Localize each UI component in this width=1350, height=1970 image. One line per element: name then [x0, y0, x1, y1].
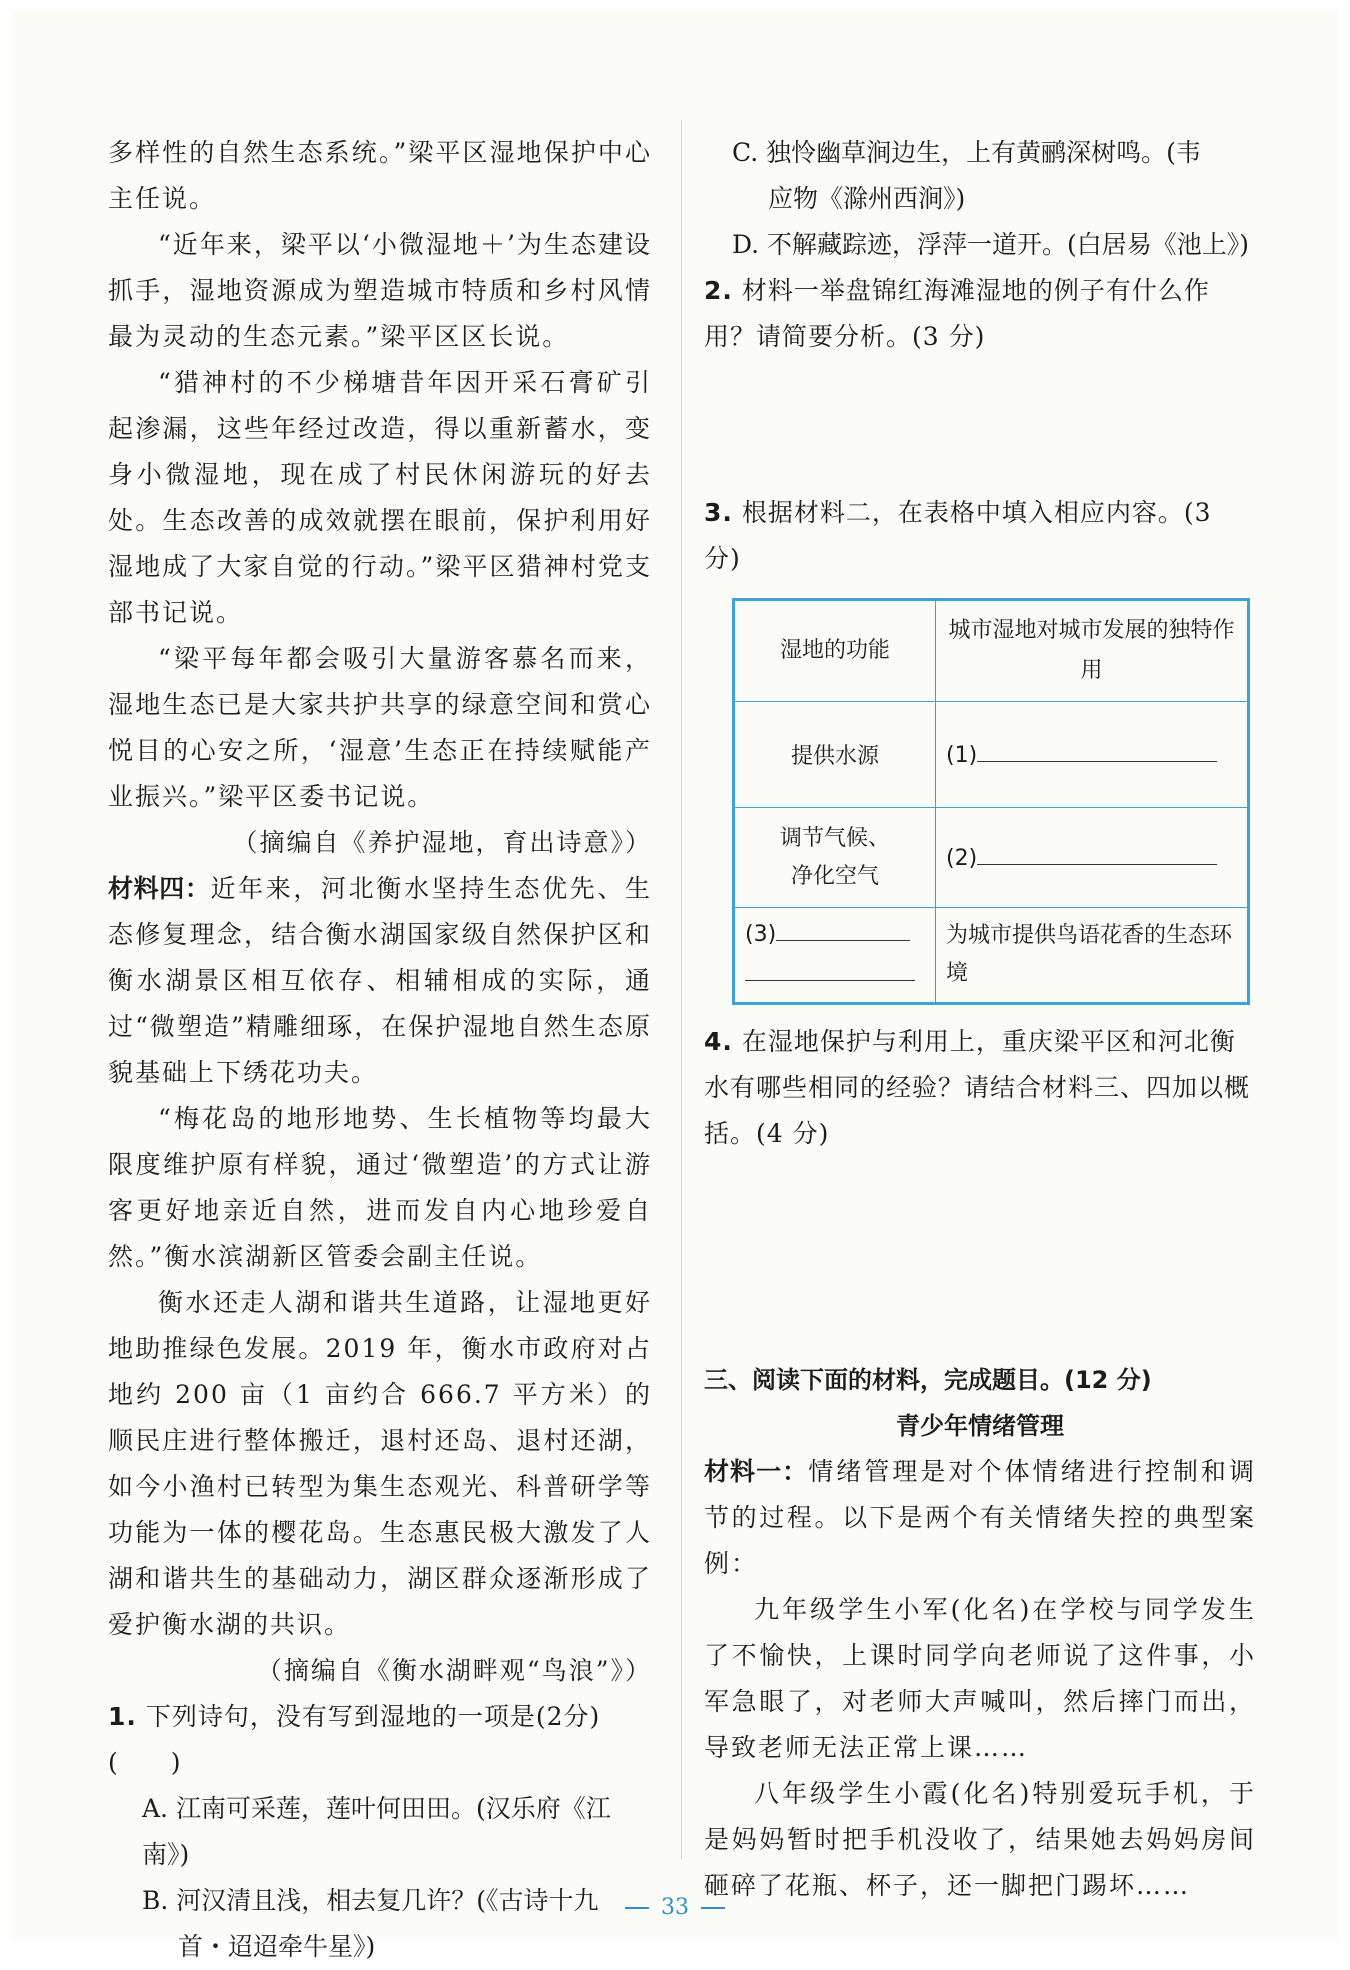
table-header-row [734, 600, 1249, 702]
table-row [734, 702, 1249, 808]
question-1 [108, 1694, 652, 1786]
answer-blank[interactable] [745, 960, 915, 981]
section-title: 三、阅读下面的材料，完成题目。(12 分) [704, 1366, 1152, 1394]
paragraph: “近年来，梁平以‘小微湿地＋’为生态建设抓手，湿地资源成为塑造城市特质和乡村风情最为灵动的生态元素。”梁平区区长说。 [108, 230, 652, 351]
header-role: 城市湿地对城市发展的独特作用 [936, 600, 1249, 702]
left-column [108, 130, 652, 1970]
question-number: 3. [704, 498, 733, 527]
option-text: C. 独怜幽草涧边生，上有黄鹂深树鸣。(韦 [732, 138, 1201, 167]
material-text: 近年来，河北衡水坚持生态优先、生态修复理念，结合衡水湖国家级自然保护区和衡水湖景区相互依存、相辅相成的实际，通过“微塑造”精雕细琢，在保护湿地自然生态原貌基础上下绣花功夫。 [108, 874, 652, 1087]
paragraph: 衡水还走人湖和谐共生道路，让湿地更好地助推绿色发展。2019 年，衡水市政府对占地约 200 亩（1 亩约合 666.7 平方米）的顺民庄进行整体搬迁，退村还岛、退村还湖，如今小渔村已转型为集生态观光、科普研学等功能为一体的樱花岛。生态惠民极大激发了人湖和谐共生的基础动力，湖区群众逐渐形成了爱护衡水湖的共识。 [108, 1288, 652, 1639]
material-label: 材料四： [108, 874, 211, 903]
question-4 [704, 1019, 1256, 1157]
table-cell[interactable]: (3) [734, 908, 936, 1004]
option-b [108, 1878, 652, 1970]
paragraph: 八年级学生小霞(化名)特别爱玩手机，于是妈妈暂时把手机没收了，结果她去妈妈房间砸碎了花瓶、杯子，还一脚把门踢坏…… [704, 1779, 1256, 1900]
answer-blank[interactable] [776, 920, 910, 941]
source-citation: （摘编自《养护湿地，育出诗意》） [232, 828, 652, 857]
material-label: 材料一： [704, 1457, 809, 1486]
table-cell: 调节气候、 净化空气 [734, 808, 936, 908]
right-column [704, 130, 1256, 1909]
paragraph: “梁平每年都会吸引大量游客慕名而来，湿地生态已是大家共护共享的绿意空间和赏心悦目的心安之所，‘湿意’生态正在持续赋能产业振兴。”梁平区委书记说。 [108, 644, 652, 811]
table-row [734, 808, 1249, 908]
table-cell[interactable]: (1) [936, 702, 1249, 808]
option-text: B. 河汉清且浅，相去复几许？(《古诗十九 [142, 1886, 599, 1915]
paragraph: 九年级学生小军(化名)在学校与同学发生了不愉快，上课时同学向老师说了这件事，小军急眼了，对老师大声喊叫，然后摔门而出，导致老师无法正常上课…… [704, 1595, 1256, 1762]
material-four [108, 866, 652, 1096]
column-divider [681, 120, 682, 1860]
table-cell: 提供水源 [734, 702, 936, 808]
table-cell[interactable]: (2) [936, 808, 1249, 908]
option-a: A. 江南可采莲，莲叶何田田。(汉乐府《江南》) [142, 1794, 611, 1869]
table-cell: 为城市提供鸟语花香的生态环境 [936, 908, 1249, 1004]
question-number: 1. [108, 1702, 137, 1731]
answer-blank[interactable] [977, 741, 1217, 762]
question-text: 下列诗句，没有写到湿地的一项是(2分)( ) [108, 1702, 601, 1777]
workbook-page [12, 10, 1338, 1961]
question-number: 4. [704, 1027, 733, 1056]
article-title: 青少年情绪管理 [896, 1412, 1064, 1440]
option-text-cont: 应物《滁州西涧》) [768, 184, 966, 213]
paragraph: “梅花岛的地形地势、生长植物等均最大限度维护原有样貌，通过‘微塑造’的方式让游客更好地亲近自然，进而发自内心地珍爱自然。”衡水滨湖新区管委会副主任说。 [108, 1104, 652, 1271]
material-one [704, 1449, 1256, 1587]
question-3 [704, 490, 1256, 582]
question-text: 根据材料二，在表格中填入相应内容。(3 分) [704, 498, 1212, 573]
page-number: 33 [12, 1895, 1338, 1920]
answer-blank[interactable] [977, 844, 1217, 865]
question-text: 在湿地保护与利用上，重庆梁平区和河北衡水有哪些相同的经验？请结合材料三、四加以概括。(4 分) [704, 1027, 1251, 1148]
source-citation: （摘编自《衡水湖畔观“鸟浪”》） [256, 1656, 652, 1685]
wetland-function-table [732, 598, 1250, 1005]
option-d: D. 不解藏踪迹，浮萍一道开。(白居易《池上》) [732, 230, 1250, 259]
answer-space[interactable] [704, 1157, 1256, 1357]
question-number: 2. [704, 276, 733, 305]
answer-space[interactable] [704, 360, 1256, 490]
question-2 [704, 268, 1256, 360]
question-text: 材料一举盘锦红海滩湿地的例子有什么作用？请简要分析。(3 分) [704, 276, 1210, 351]
material-text: 情绪管理是对个体情绪进行控制和调节的过程。以下是两个有关情绪失控的典型案例： [704, 1457, 1256, 1578]
option-c [704, 130, 1256, 222]
paragraph: 多样性的自然生态系统。”梁平区湿地保护中心主任说。 [108, 138, 652, 213]
header-function: 湿地的功能 [734, 600, 936, 702]
paragraph: “猎神村的不少梯塘昔年因开采石膏矿引起渗漏，这些年经过改造，得以重新蓄水，变身小微湿地，现在成了村民休闲游玩的好去处。生态改善的成效就摆在眼前，保护利用好湿地成了大家自觉的行动。”梁平区猎神村党支部书记说。 [108, 368, 652, 627]
table-row [734, 908, 1249, 1004]
option-text-cont: 首・迢迢牵牛星》) [178, 1932, 376, 1961]
